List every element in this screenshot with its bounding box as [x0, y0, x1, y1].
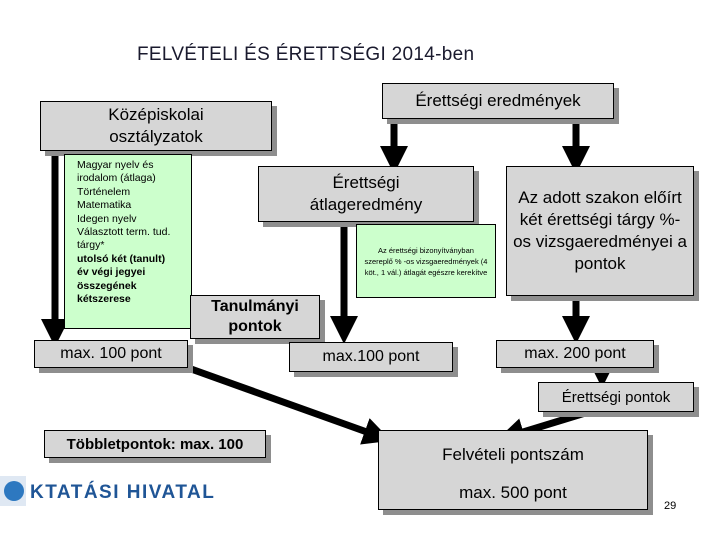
- erettsegi-eredmenyek-box: [382, 83, 614, 119]
- arrow-to-felveteli-left: [180, 365, 378, 436]
- max100-middle-box: [289, 342, 453, 372]
- szakon-box: [506, 166, 694, 296]
- subject-line: tárgy*: [77, 239, 105, 252]
- erettsegi-pontok-box: [538, 382, 694, 412]
- page-number: 29: [664, 500, 677, 512]
- erettsegi-pontok-label: Érettségi pontok: [561, 388, 671, 406]
- atlag-description: Az érettségi bizonyítványban szereplő % -os vizsgaeredmények (4 köt., 1 vál.) átlagát egészre kerekítve: [364, 245, 488, 277]
- tanulmanyi-pontok-label: Tanulmányi pontok: [211, 298, 299, 335]
- subject-line: irodalom (átlaga): [77, 172, 156, 185]
- subject-line: Magyar nyelv és: [77, 159, 154, 171]
- max500-label: max. 500 pont: [459, 483, 567, 502]
- atlageredmeny-label: Érettségi átlageredmény: [309, 173, 423, 214]
- max100-left-label: max. 100 pont: [60, 345, 162, 362]
- felveteli-label: Felvételi pontszám: [442, 445, 584, 464]
- max200-label: max. 200 pont: [524, 345, 626, 362]
- tobbletpontok-label: Többletpontok: max. 100: [66, 435, 244, 453]
- erettsegi-eredmenyek-label: Érettségi eredmények: [415, 91, 581, 110]
- subject-line: Matematika: [77, 199, 132, 212]
- subject-line: Választott term. tud.: [77, 226, 171, 239]
- subject-bold-line: utolsó két (tanult): [77, 252, 166, 265]
- atlageredmeny-box: [258, 166, 474, 222]
- max100-left-box: [34, 340, 188, 368]
- subject-bold-line: összegének: [77, 279, 137, 292]
- subject-bold-line: kétszerese: [77, 293, 131, 306]
- subject-bold-line: év végi jegyei: [77, 266, 146, 279]
- subject-line: Idegen nyelv: [77, 212, 137, 225]
- szakon-label: Az adott szakon előírt két érettségi tárgy %-os vizsgaeredményei a pontok: [513, 188, 687, 273]
- kozepiskolai-label: Középiskolai osztályzatok: [108, 105, 204, 146]
- tanulmanyi-pontok-box: [190, 295, 320, 339]
- subjects-box: [64, 154, 192, 329]
- logo-icon: [4, 481, 24, 501]
- max100-middle-label: max.100 pont: [322, 348, 420, 365]
- max200-box: [496, 340, 654, 368]
- subject-line: Történelem: [77, 185, 131, 198]
- logo-text: KTATÁSI HIVATAL: [30, 482, 216, 503]
- tobbletpontok-box: [44, 430, 266, 458]
- atlag-description-box: [356, 224, 496, 298]
- felveteli-box: [378, 430, 648, 510]
- kozepiskolai-box: [40, 101, 272, 151]
- slide-title: FELVÉTELI ÉS ÉRETTSÉGI 2014-ben: [137, 44, 475, 65]
